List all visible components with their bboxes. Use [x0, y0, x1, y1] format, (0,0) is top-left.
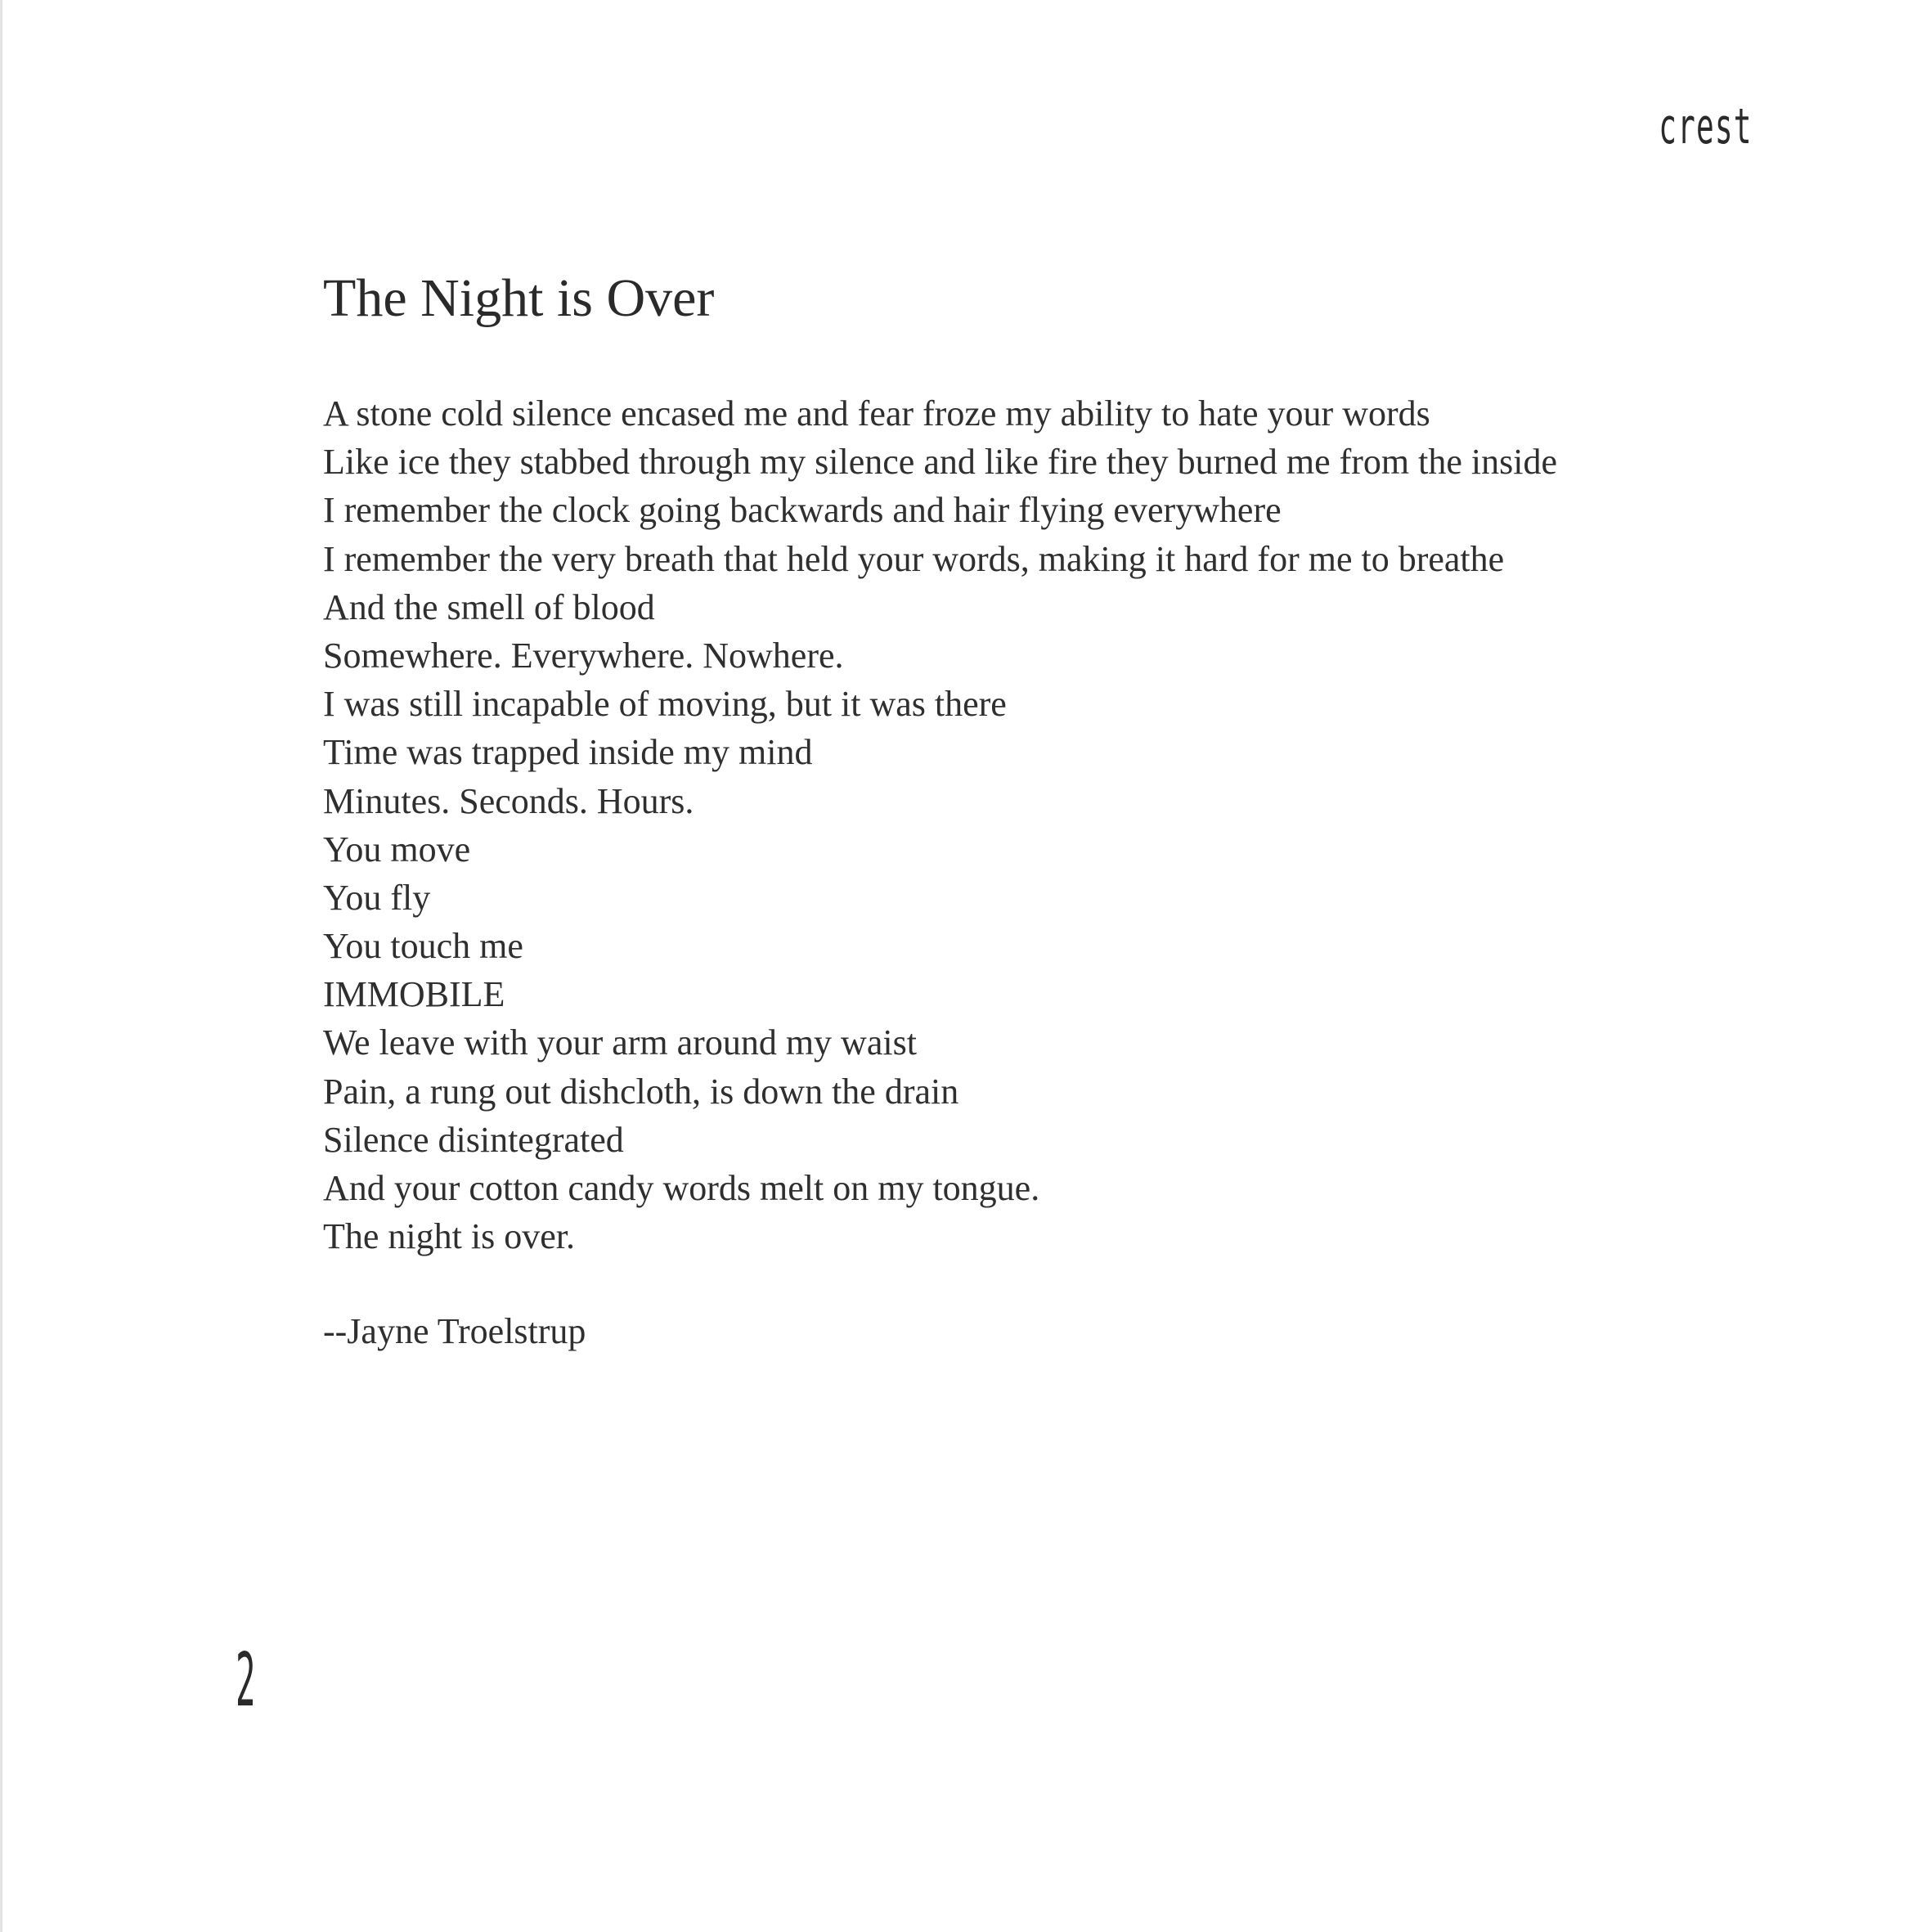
poem-line: I remember the very breath that held your words, making it hard for me to breathe	[323, 538, 1505, 579]
poem-author: --Jayne Troelstrup	[323, 1311, 586, 1351]
poem-line: Silence disintegrated	[323, 1119, 624, 1160]
publication-name: crest	[1659, 98, 1753, 155]
poem-line: We leave with your arm around my waist	[323, 1022, 917, 1063]
poem-line: IMMOBILE	[323, 974, 505, 1015]
page-number: 2	[236, 1638, 256, 1723]
poem-line: I remember the clock going backwards and hair flying everywhere	[323, 490, 1282, 531]
poem-body	[323, 389, 1762, 1260]
poem-line: And your cotton candy words melt on my tongue.	[323, 1168, 1040, 1208]
poem-line: I was still incapable of moving, but it was there	[323, 684, 1007, 725]
poem-line: Time was trapped inside my mind	[323, 732, 813, 773]
poem-line: Somewhere. Everywhere. Nowhere.	[323, 635, 844, 676]
poem-line: You move	[323, 829, 471, 869]
poem-line: Like ice they stabbed through my silence and like fire they burned me from the inside	[323, 442, 1557, 483]
poem-line: The night is over.	[323, 1216, 575, 1257]
poem-title: The Night is Over	[323, 268, 715, 328]
poem-line: Minutes. Seconds. Hours.	[323, 780, 694, 821]
poem-line: Pain, a rung out dishcloth, is down the drain	[323, 1071, 959, 1112]
poem-line: You touch me	[323, 926, 523, 967]
poem-line: You fly	[323, 877, 431, 918]
poem-line: A stone cold silence encased me and fear froze my ability to hate your words	[323, 393, 1430, 434]
poem-line: And the smell of blood	[323, 586, 655, 627]
page-edge	[0, 0, 2, 1932]
